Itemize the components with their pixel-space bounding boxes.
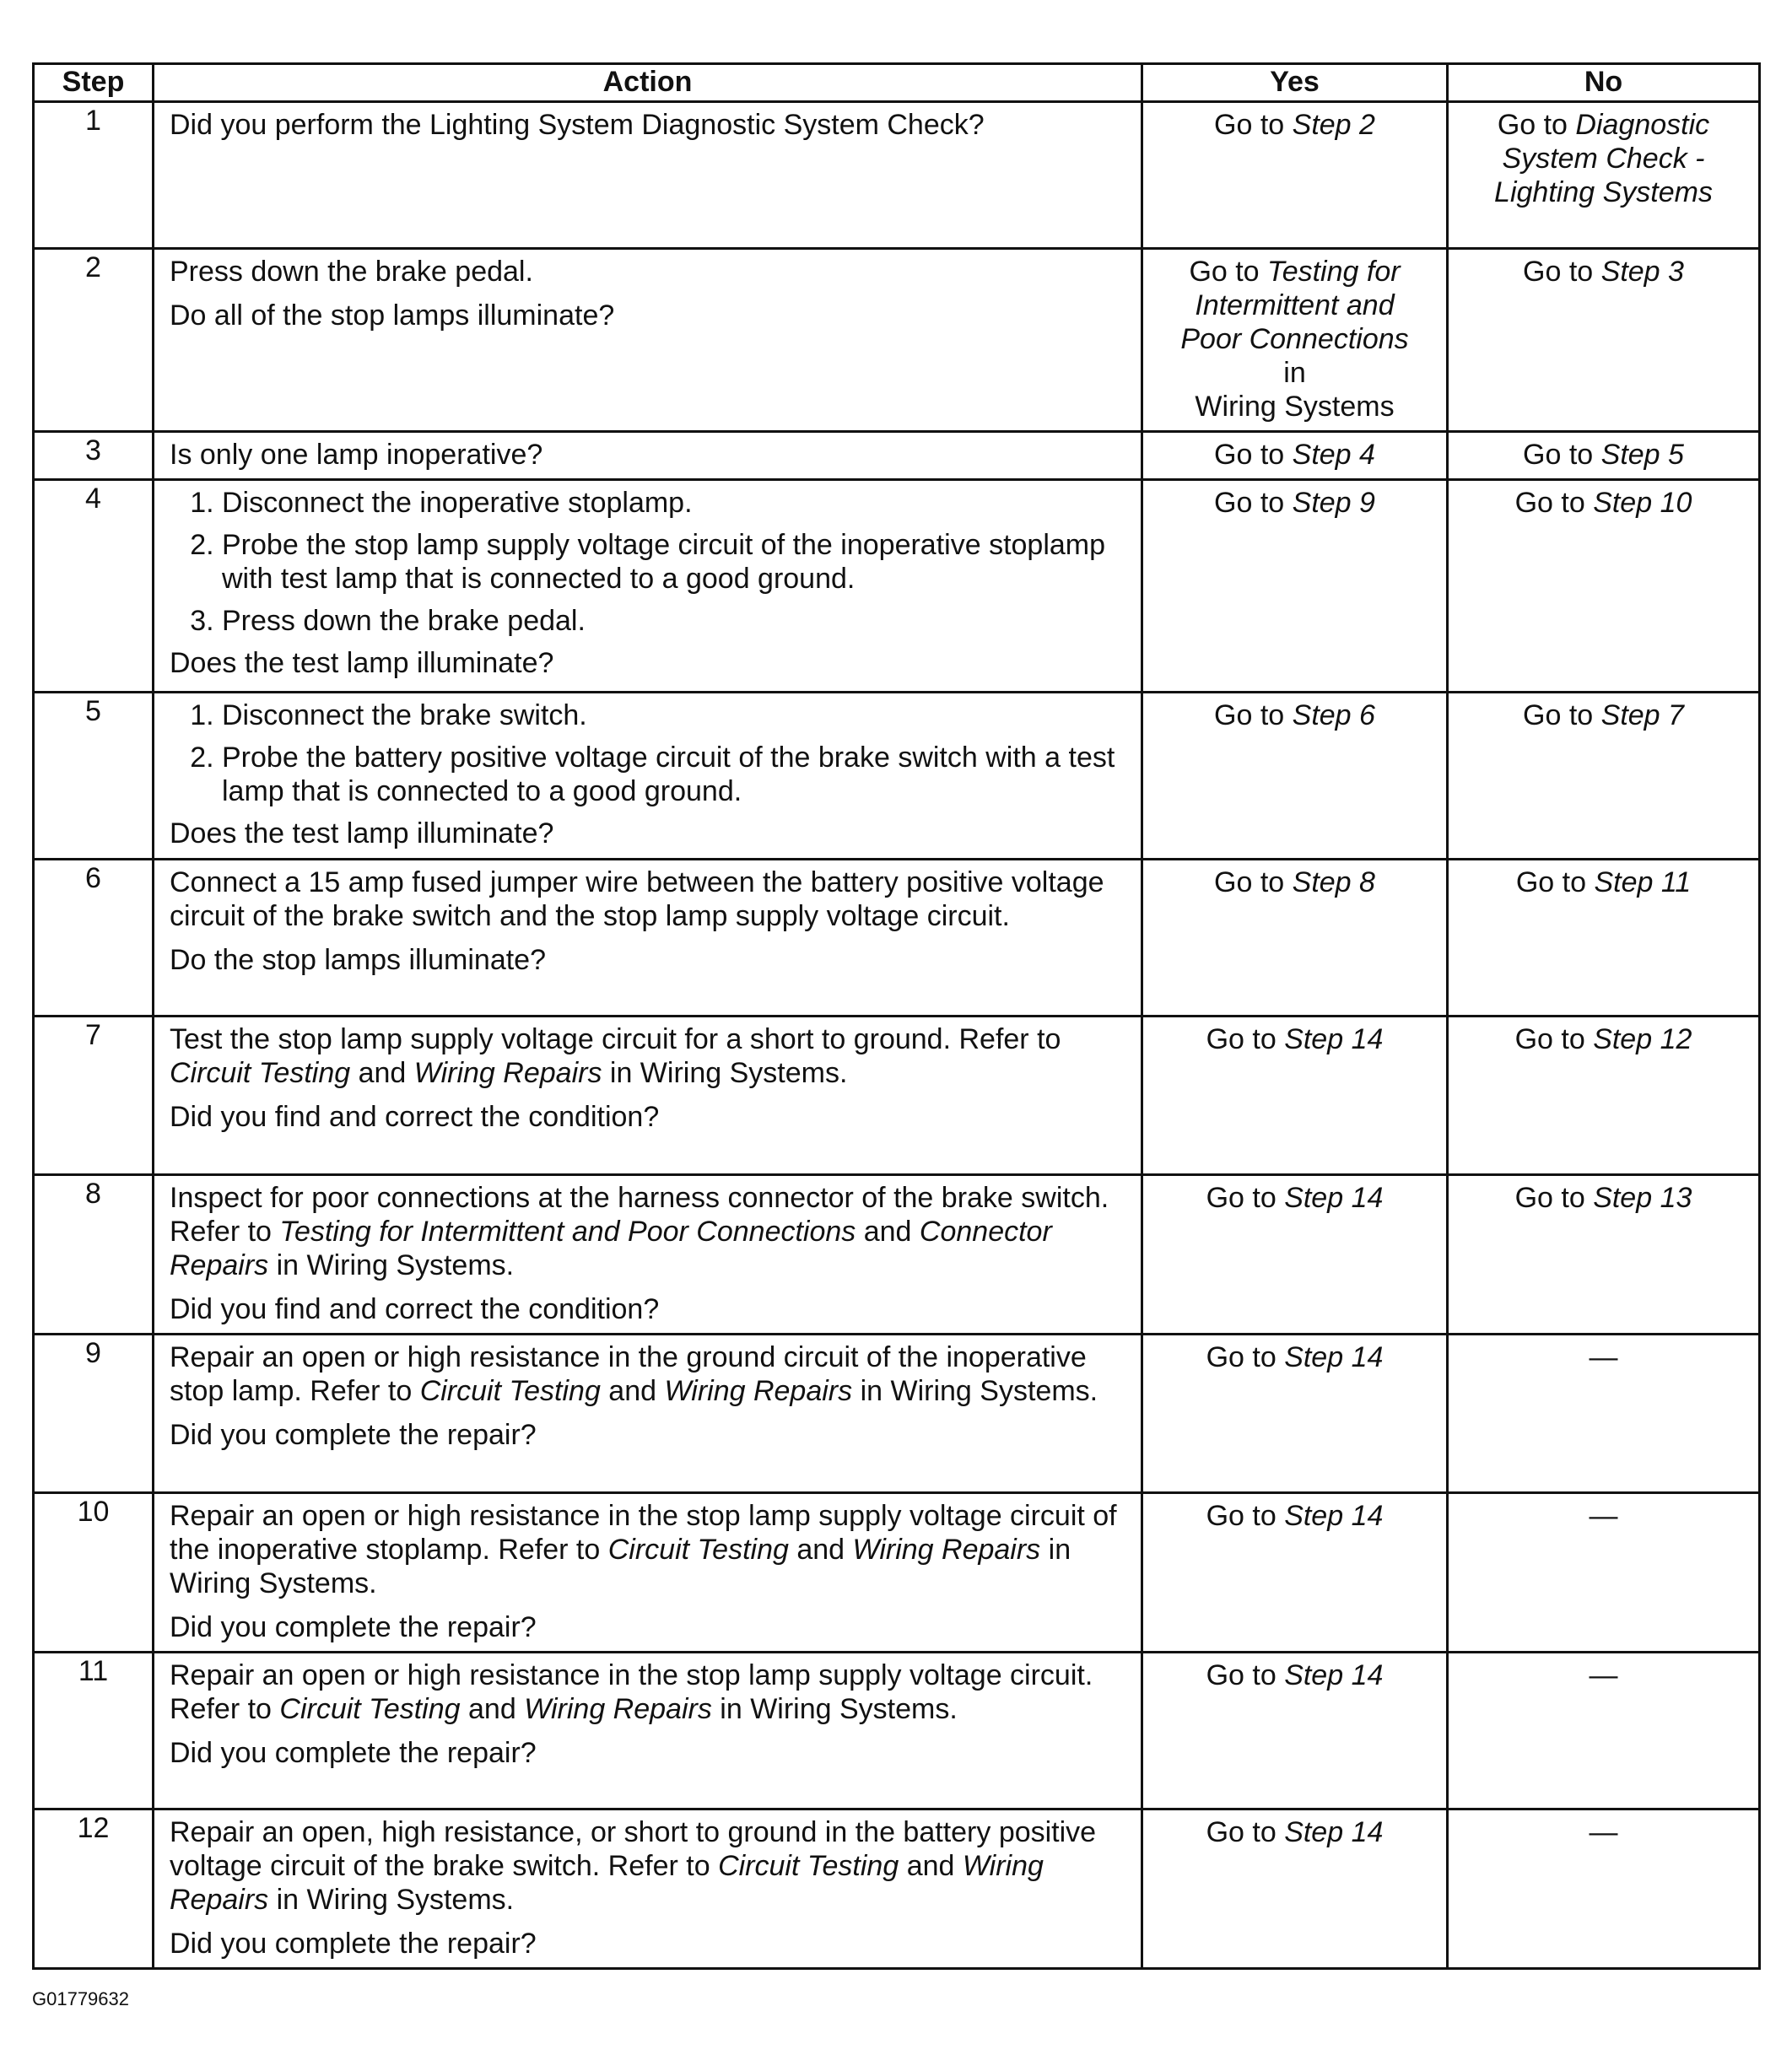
table-row: [34, 1017, 1760, 1175]
no-result-cell: [1448, 1017, 1760, 1175]
text-segment: Go to: [1514, 487, 1594, 519]
no-column-header: No: [1448, 64, 1760, 102]
yes-line: [1152, 1340, 1438, 1374]
italic-reference: Wiring Repairs: [170, 1850, 1044, 1916]
text-segment: Repair an open, high resistance, or short to ground in the battery positive voltage circuit of the brake switch. Refer to: [170, 1816, 1097, 1882]
yes-result-cell: [1142, 432, 1448, 480]
italic-reference: Step 13: [1593, 1182, 1692, 1214]
table-header-row: [34, 64, 1760, 102]
text-segment: Is only one lamp inoperative?: [170, 439, 543, 471]
italic-reference: Step 2: [1292, 109, 1375, 141]
action-paragraph: [170, 943, 1127, 977]
table-row: [34, 1493, 1760, 1653]
italic-reference: Step 14: [1284, 1816, 1384, 1848]
no-result-cell: [1448, 249, 1760, 432]
text-segment: Go to: [1214, 866, 1293, 898]
yes-result-cell: [1142, 693, 1448, 860]
italic-reference: Diagnostic: [1575, 109, 1710, 141]
text-segment: in Wiring Systems.: [170, 1534, 1071, 1599]
italic-reference: Step 14: [1284, 1341, 1384, 1373]
table-row: [34, 432, 1760, 480]
text-segment: Go to: [1497, 109, 1576, 141]
no-result-cell: [1448, 860, 1760, 1017]
table-row: [34, 480, 1760, 693]
text-segment: Test the stop lamp supply voltage circuit for a short to ground. Refer to: [170, 1023, 1061, 1055]
table-row: [34, 249, 1760, 432]
italic-reference: Testing for Intermittent and Poor Connections: [279, 1216, 856, 1248]
text-segment: in Wiring Systems.: [268, 1884, 515, 1916]
action-paragraph: [170, 646, 1127, 680]
yes-result-cell: [1142, 480, 1448, 693]
text-segment: Did you complete the repair?: [170, 1611, 537, 1643]
step-number: 8: [34, 1175, 154, 1335]
text-segment: —: [1589, 1341, 1618, 1373]
text-segment: Go to: [1523, 256, 1601, 288]
table-row: [34, 102, 1760, 249]
yes-result-cell: [1142, 860, 1448, 1017]
substep-item: 2. Probe the stop lamp supply voltage circuit of the inoperative stoplamp with test lamp that is connected to a good ground.: [222, 528, 1127, 596]
step-number: 9: [34, 1335, 154, 1493]
yes-line: [1152, 390, 1438, 423]
action-cell: [154, 1175, 1142, 1335]
text-segment: Go to: [1523, 439, 1601, 471]
yes-line: [1152, 1022, 1438, 1056]
yes-line: [1152, 289, 1438, 322]
text-segment: Go to: [1206, 1341, 1285, 1373]
yes-line: [1152, 438, 1438, 472]
text-segment: Go to: [1189, 256, 1268, 288]
substep-item: 1. Disconnect the inoperative stoplamp.: [222, 486, 1127, 520]
italic-reference: Wiring Repairs: [664, 1375, 853, 1407]
italic-reference: Circuit Testing: [170, 1057, 351, 1089]
text-segment: Did you perform the Lighting System Diagnostic System Check?: [170, 109, 985, 141]
substep-item: 1. Disconnect the brake switch.: [222, 698, 1127, 732]
italic-reference: Lighting Systems: [1494, 176, 1713, 208]
text-segment: Does the test lamp illuminate?: [170, 817, 554, 849]
italic-reference: Circuit Testing: [279, 1693, 461, 1725]
text-segment: Go to: [1206, 1182, 1285, 1214]
text-segment: and: [899, 1850, 963, 1882]
no-line: [1457, 698, 1750, 732]
substep-list: [170, 486, 1127, 638]
no-result-cell: [1448, 1653, 1760, 1809]
table-row: [34, 1653, 1760, 1809]
text-segment: and: [460, 1693, 525, 1725]
step-number: 4: [34, 480, 154, 693]
italic-reference: Wiring Repairs: [413, 1057, 602, 1089]
yes-result-cell: [1142, 1653, 1448, 1809]
no-line: [1457, 1815, 1750, 1849]
no-result-cell: [1448, 1175, 1760, 1335]
action-paragraph: [170, 1418, 1127, 1452]
step-number: 12: [34, 1809, 154, 1969]
action-cell: [154, 102, 1142, 249]
italic-reference: Connector Repairs: [170, 1216, 1052, 1281]
no-result-cell: [1448, 480, 1760, 693]
step-number: 1: [34, 102, 154, 249]
no-line: [1457, 1181, 1750, 1215]
text-segment: Go to: [1206, 1500, 1285, 1532]
text-segment: Repair an open or high resistance in the stop lamp supply voltage circuit of the inoperative stoplamp. Refer to: [170, 1500, 1117, 1566]
table-row: [34, 860, 1760, 1017]
step-number: 7: [34, 1017, 154, 1175]
text-segment: and: [856, 1216, 920, 1248]
no-result-cell: [1448, 432, 1760, 480]
substep-item: 3. Press down the brake pedal.: [222, 604, 1127, 638]
diagnostic-table: [32, 62, 1761, 1970]
italic-reference: Step 14: [1284, 1659, 1384, 1691]
yes-line: [1152, 866, 1438, 899]
yes-line: [1152, 1499, 1438, 1533]
yes-line: [1152, 1658, 1438, 1692]
text-segment: Do the stop lamps illuminate?: [170, 944, 547, 976]
no-result-cell: [1448, 693, 1760, 860]
action-paragraph: [170, 1499, 1127, 1600]
italic-reference: Step 14: [1284, 1023, 1384, 1055]
step-column-header: Step: [34, 64, 154, 102]
step-number: 3: [34, 432, 154, 480]
italic-reference: Step 9: [1292, 487, 1375, 519]
italic-reference: Step 14: [1284, 1500, 1384, 1532]
italic-reference: Step 14: [1284, 1182, 1384, 1214]
yes-result-cell: [1142, 1175, 1448, 1335]
text-segment: —: [1589, 1659, 1618, 1691]
text-segment: Go to: [1206, 1023, 1285, 1055]
no-line: [1457, 438, 1750, 472]
text-segment: Go to: [1523, 699, 1601, 731]
italic-reference: Step 5: [1600, 439, 1684, 471]
italic-reference: Wiring Repairs: [852, 1534, 1041, 1566]
action-paragraph: [170, 438, 1127, 472]
substep-list: [170, 698, 1127, 808]
action-paragraph: [170, 1815, 1127, 1917]
yes-line: [1152, 1181, 1438, 1215]
italic-reference: Step 6: [1292, 699, 1375, 731]
no-line: [1457, 175, 1750, 209]
text-segment: Inspect for poor connections at the harness connector of the brake switch. Refer to: [170, 1182, 1109, 1248]
action-cell: [154, 249, 1142, 432]
text-segment: Go to: [1214, 699, 1293, 731]
italic-reference: Circuit Testing: [607, 1534, 789, 1566]
substep-item: 2. Probe the battery positive voltage circuit of the brake switch with a test lamp that is connected to a good ground.: [222, 741, 1127, 808]
text-segment: Go to: [1514, 1182, 1594, 1214]
italic-reference: Step 4: [1292, 439, 1375, 471]
text-segment: in Wiring Systems.: [711, 1693, 958, 1725]
action-paragraph: [170, 1927, 1127, 1960]
action-column-header: Action: [154, 64, 1142, 102]
action-paragraph: [170, 1736, 1127, 1770]
action-paragraph: [170, 1022, 1127, 1090]
text-segment: in Wiring Systems.: [268, 1249, 515, 1281]
no-line: [1457, 1658, 1750, 1692]
yes-line: [1152, 255, 1438, 289]
yes-line: [1152, 322, 1438, 356]
text-segment: —: [1589, 1500, 1618, 1532]
text-segment: Repair an open or high resistance in the ground circuit of the inoperative stop lamp. Refer to: [170, 1341, 1087, 1407]
text-segment: in: [1283, 357, 1306, 389]
action-paragraph: [170, 108, 1127, 142]
action-cell: [154, 1653, 1142, 1809]
italic-reference: Wiring Repairs: [524, 1693, 712, 1725]
step-number: 2: [34, 249, 154, 432]
yes-result-cell: [1142, 1493, 1448, 1653]
text-segment: Did you complete the repair?: [170, 1928, 537, 1960]
action-cell: [154, 693, 1142, 860]
step-number: 11: [34, 1653, 154, 1809]
action-paragraph: [170, 1610, 1127, 1644]
italic-reference: Intermittent and: [1195, 289, 1395, 321]
yes-line: [1152, 486, 1438, 520]
action-paragraph: [170, 255, 1127, 289]
no-line: [1457, 1340, 1750, 1374]
no-line: [1457, 142, 1750, 175]
yes-result-cell: [1142, 1809, 1448, 1969]
text-segment: and: [788, 1534, 853, 1566]
text-segment: Go to: [1214, 487, 1293, 519]
no-result-cell: [1448, 1493, 1760, 1653]
no-line: [1457, 108, 1750, 142]
no-line: [1457, 866, 1750, 899]
text-segment: Did you find and correct the condition?: [170, 1101, 660, 1133]
text-segment: Do all of the stop lamps illuminate?: [170, 299, 615, 332]
text-segment: Go to: [1515, 866, 1595, 898]
step-number: 5: [34, 693, 154, 860]
action-cell: [154, 432, 1142, 480]
yes-line: [1152, 698, 1438, 732]
italic-reference: Step 12: [1593, 1023, 1692, 1055]
italic-reference: Step 11: [1594, 866, 1692, 898]
text-segment: Go to: [1206, 1816, 1285, 1848]
italic-reference: System Check -: [1502, 143, 1705, 175]
yes-line: [1152, 108, 1438, 142]
action-cell: [154, 1493, 1142, 1653]
step-number: 6: [34, 860, 154, 1017]
yes-line: [1152, 1815, 1438, 1849]
text-segment: Go to: [1214, 109, 1293, 141]
no-result-cell: [1448, 1335, 1760, 1493]
text-segment: in Wiring Systems.: [602, 1057, 848, 1089]
action-paragraph: [170, 866, 1127, 933]
text-segment: Go to: [1206, 1659, 1285, 1691]
text-segment: Repair an open or high resistance in the stop lamp supply voltage circuit. Refer to: [170, 1659, 1093, 1725]
italic-reference: Step 8: [1292, 866, 1375, 898]
text-segment: Does the test lamp illuminate?: [170, 647, 554, 679]
yes-result-cell: [1142, 249, 1448, 432]
no-result-cell: [1448, 102, 1760, 249]
italic-reference: Step 10: [1593, 487, 1692, 519]
yes-result-cell: [1142, 1335, 1448, 1493]
action-cell: [154, 860, 1142, 1017]
action-cell: [154, 480, 1142, 693]
step-number: 10: [34, 1493, 154, 1653]
text-segment: in Wiring Systems.: [852, 1375, 1098, 1407]
action-paragraph: [170, 817, 1127, 850]
action-cell: [154, 1017, 1142, 1175]
action-paragraph: [170, 1340, 1127, 1408]
table-body: [34, 102, 1760, 1969]
italic-reference: Circuit Testing: [419, 1375, 601, 1407]
yes-line: [1152, 356, 1438, 390]
action-paragraph: [170, 1181, 1127, 1282]
yes-result-cell: [1142, 1017, 1448, 1175]
yes-column-header: Yes: [1142, 64, 1448, 102]
action-cell: [154, 1335, 1142, 1493]
text-segment: and: [600, 1375, 665, 1407]
no-result-cell: [1448, 1809, 1760, 1969]
table-row: [34, 1175, 1760, 1335]
action-paragraph: [170, 1658, 1127, 1726]
no-line: [1457, 486, 1750, 520]
action-paragraph: [170, 1100, 1127, 1134]
italic-reference: Poor Connections: [1180, 323, 1409, 355]
text-segment: Did you find and correct the condition?: [170, 1293, 660, 1325]
italic-reference: Testing for: [1267, 256, 1401, 288]
action-paragraph: [170, 1292, 1127, 1326]
text-segment: Go to: [1514, 1023, 1594, 1055]
table-row: [34, 1809, 1760, 1969]
action-cell: [154, 1809, 1142, 1969]
text-segment: —: [1589, 1816, 1618, 1848]
text-segment: Press down the brake pedal.: [170, 256, 533, 288]
yes-result-cell: [1142, 102, 1448, 249]
table-row: [34, 693, 1760, 860]
action-paragraph: [170, 299, 1127, 332]
no-line: [1457, 1022, 1750, 1056]
text-segment: Go to: [1214, 439, 1293, 471]
italic-reference: Step 7: [1600, 699, 1684, 731]
italic-reference: Step 3: [1600, 256, 1684, 288]
text-segment: and: [350, 1057, 414, 1089]
no-line: [1457, 1499, 1750, 1533]
figure-id: G01779632: [32, 1988, 129, 2009]
text-segment: Did you complete the repair?: [170, 1419, 537, 1451]
italic-reference: Circuit Testing: [718, 1850, 899, 1882]
no-line: [1457, 255, 1750, 289]
text-segment: Connect a 15 amp fused jumper wire between the battery positive voltage circuit of the brake switch and the stop lamp supply voltage circuit.: [170, 866, 1104, 932]
text-segment: Wiring Systems: [1195, 391, 1395, 423]
table-row: [34, 1335, 1760, 1493]
text-segment: Did you complete the repair?: [170, 1737, 537, 1769]
